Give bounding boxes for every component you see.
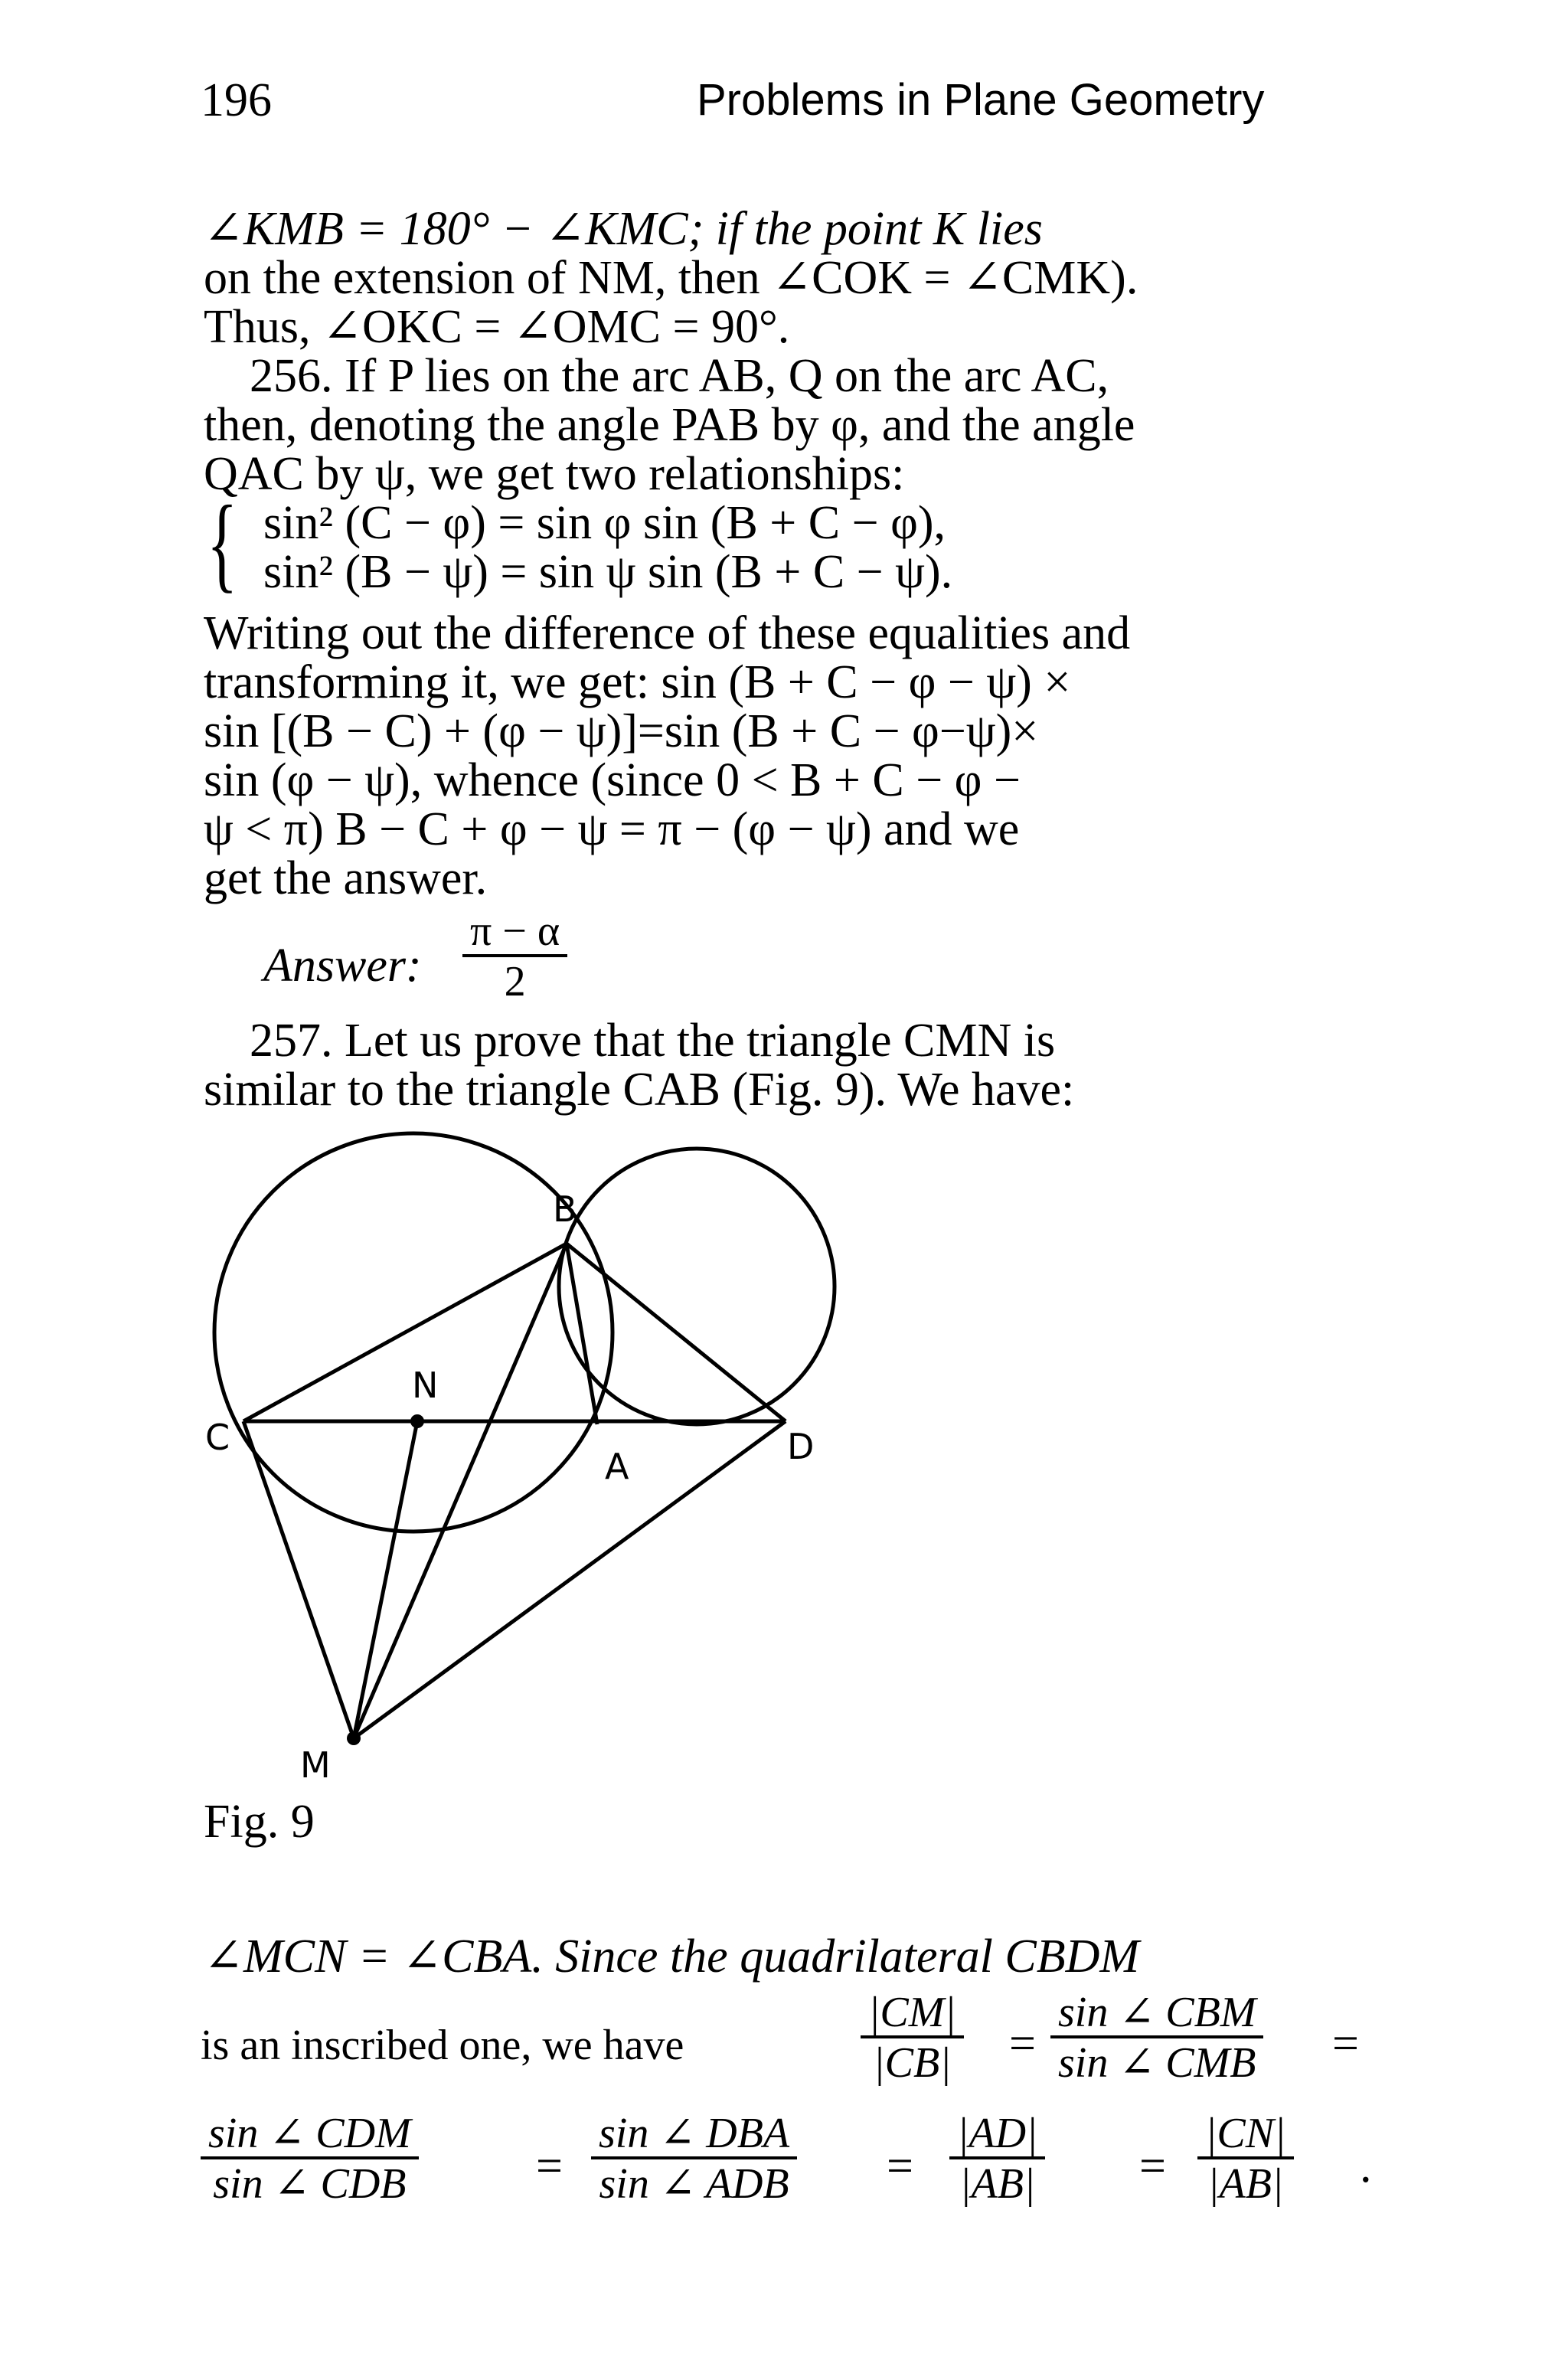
segment-MB	[354, 1244, 567, 1738]
fraction-AD-AB-denominator: |AB|	[959, 2160, 1036, 2208]
segment-CM	[243, 1421, 354, 1738]
label-D: D	[787, 1426, 815, 1467]
fraction-sin-DBA-denominator: sin ∠ ADB	[599, 2160, 789, 2208]
fraction-CN-AB	[1197, 2110, 1294, 2207]
fraction-CN-AB-denominator: |AB|	[1207, 2160, 1284, 2208]
text-line-3: Thus, ∠OKC = ∠OMC = 90°.	[204, 301, 790, 353]
text-line-9: sin [(B − C) + (φ − ψ)]=sin (B + C − φ−ψ)×	[204, 705, 1039, 757]
label-N: N	[412, 1365, 439, 1406]
page-number: 196	[201, 74, 272, 126]
segment-CB	[243, 1244, 567, 1421]
text-line-11: ψ < π) B − C + φ − ψ = π − (φ − ψ) and we	[204, 803, 1020, 855]
text-line-8: transforming it, we get: sin (B + C − φ − ψ) ×	[204, 656, 1071, 708]
segment-BA	[567, 1244, 597, 1424]
fraction-CN-AB-numerator: |CN|	[1197, 2110, 1294, 2159]
text-line-7: Writing out the difference of these equalities and	[204, 607, 1131, 659]
circle-right	[559, 1149, 835, 1424]
text-after-figure-1: ∠MCN = ∠CBA. Since the quadrilateral CBDM	[204, 1930, 1140, 1983]
fraction-sin-DBA-numerator: sin ∠ DBA	[591, 2110, 797, 2159]
label-M: M	[300, 1744, 331, 1786]
answer-label: Answer:	[263, 940, 422, 992]
fraction-CM-CB-denominator: |CB|	[873, 2039, 952, 2087]
text-line-1: ∠KMB = 180° − ∠KMC; if the point K lies	[204, 203, 1043, 255]
fraction-AD-AB-numerator: |AD|	[949, 2110, 1045, 2159]
point-M	[347, 1731, 361, 1745]
label-C: C	[205, 1417, 230, 1458]
point-N	[410, 1414, 424, 1428]
equals-sign-3: =	[536, 2140, 563, 2192]
fraction-sin-CBM-denominator: sin ∠ CMB	[1058, 2039, 1256, 2087]
fraction-sin-CDM-denominator: sin ∠ CDB	[213, 2160, 407, 2208]
fraction-sin-CDM	[201, 2110, 419, 2207]
segment-MD	[354, 1421, 786, 1738]
fraction-sin-CBM	[1050, 1989, 1263, 2086]
equals-sign-1: =	[1009, 2018, 1036, 2070]
segment-MN	[354, 1421, 417, 1738]
fraction-sin-DBA	[591, 2110, 797, 2207]
label-B: B	[553, 1188, 577, 1230]
problem-256-line-3: QAC by ψ, we get two relationships:	[204, 448, 905, 500]
text-line-10: sin (φ − ψ), whence (since 0 < B + C − φ −	[204, 754, 1021, 806]
equals-sign-4: =	[887, 2140, 913, 2192]
text-line-12: get the answer.	[204, 852, 488, 904]
system-equation-1: sin² (C − φ) = sin φ sin (B + C − φ),	[263, 497, 946, 549]
system-equation-2: sin² (B − ψ) = sin ψ sin (B + C − ψ).	[263, 546, 953, 598]
text-line-2: on the extension of NM, then ∠COK = ∠CMK).	[204, 252, 1138, 304]
problem-257-line-1: 257. Let us prove that the triangle CMN is	[250, 1015, 1056, 1067]
problem-256-line-1: 256. If P lies on the arc AB, Q on the arc AC,	[250, 350, 1109, 402]
text-after-figure-2: is an inscribed one, we have	[201, 2022, 684, 2069]
fraction-CM-CB-numerator: |CM|	[861, 1989, 964, 2038]
final-period: .	[1360, 2140, 1372, 2192]
equals-sign-5: =	[1139, 2140, 1166, 2192]
fraction-sin-CBM-numerator: sin ∠ CBM	[1050, 1989, 1263, 2038]
problem-256-line-2: then, denoting the angle PAB by φ, and the angle	[204, 399, 1135, 451]
figure-caption: Fig. 9	[204, 1796, 315, 1848]
fraction-AD-AB	[949, 2110, 1045, 2207]
label-A: A	[605, 1446, 629, 1487]
segment-BD	[567, 1244, 786, 1421]
answer-denominator: 2	[504, 958, 526, 1005]
fraction-CM-CB	[861, 1989, 964, 2086]
equals-sign-2: =	[1332, 2018, 1359, 2070]
problem-257-line-2: similar to the triangle CAB (Fig. 9). We have:	[204, 1064, 1075, 1116]
answer-fraction	[462, 908, 567, 1005]
fraction-sin-CDM-numerator: sin ∠ CDM	[201, 2110, 419, 2159]
running-title: Problems in Plane Geometry	[697, 75, 1265, 125]
system-brace: {	[207, 484, 238, 603]
answer-numerator: π − α	[462, 908, 567, 957]
